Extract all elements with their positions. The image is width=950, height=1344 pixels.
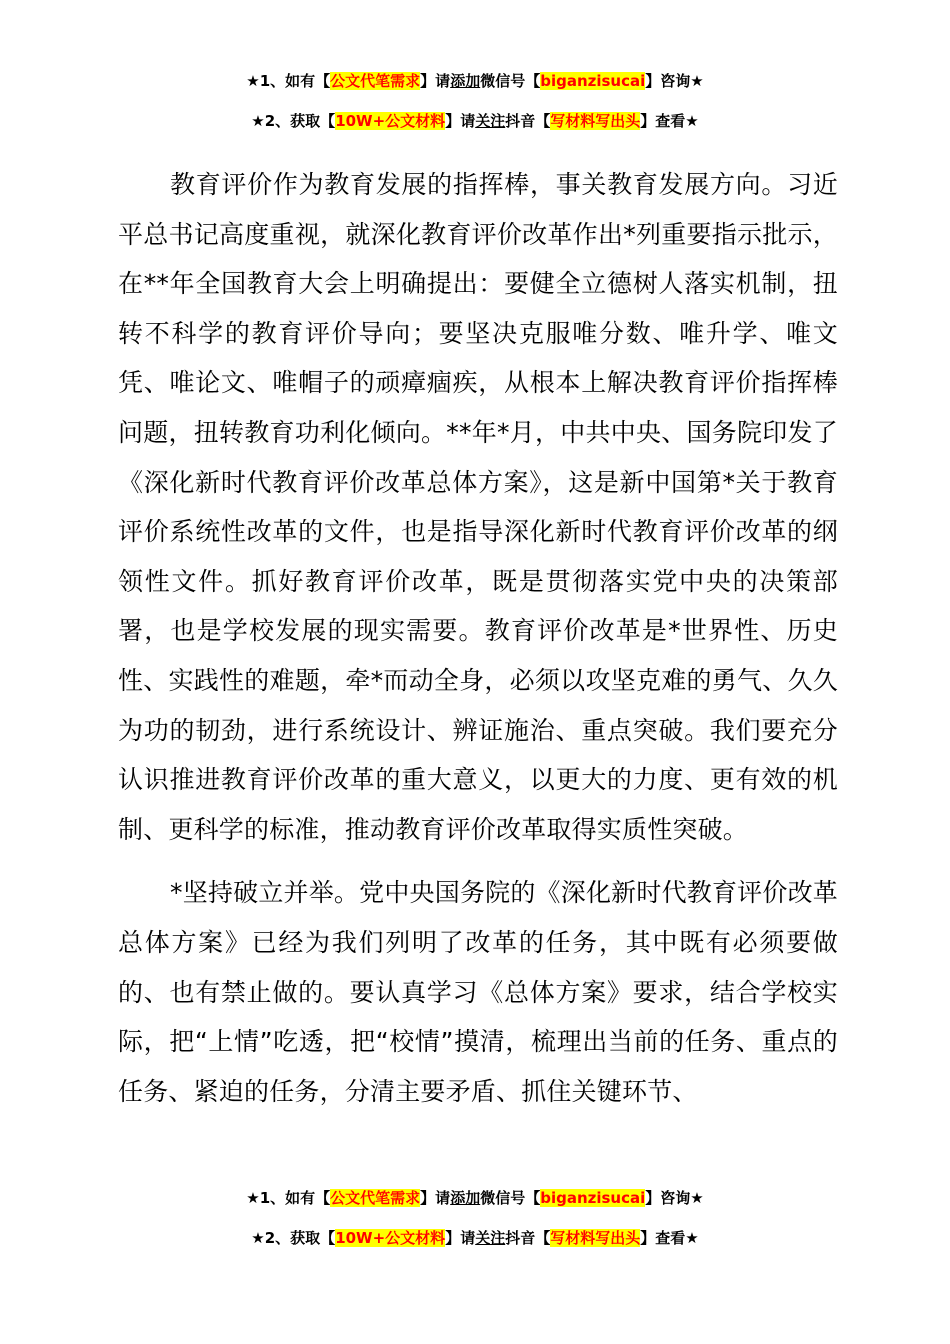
banner-text: 】请 (420, 72, 451, 90)
body-paragraph-2: *坚持破立并举。党中央国务院的《深化新时代教育评价改革总体方案》已经为我们列明了改革的任务，其中既有必须要做的、也有禁止做的。要认真学习《总体方案》要求，结合学校实际，把“上情”吃透，把“校情”摸清，梳理出当前的任务、重点的任务、紧迫的任务，分清主要矛盾、抓住关键环节、 (118, 878, 838, 1106)
banner-text: ★2、获取【 (251, 112, 336, 130)
banner-text: 抖音【 (505, 112, 551, 130)
banner-highlight: 写材料写出头 (550, 112, 641, 130)
document-body (118, 160, 838, 1116)
footer-banner-line-2 (0, 1228, 950, 1248)
banner-text: 】请 (445, 1229, 476, 1247)
banner-text: 】咨询★ (645, 1189, 704, 1207)
banner-highlight: 写材料写出头 (550, 1229, 641, 1247)
banner-text: 】咨询★ (645, 72, 704, 90)
banner-text: 】查看★ (640, 112, 699, 130)
banner-underlined: 添加 (450, 72, 481, 90)
banner-text: 抖音【 (505, 1229, 551, 1247)
header-banner-line-2 (0, 111, 950, 131)
banner-highlight: 10W+公文材料 (335, 112, 446, 130)
banner-text: 】请 (420, 1189, 451, 1207)
banner-highlight: 公文代笔需求 (330, 72, 421, 90)
banner-text: 】查看★ (640, 1229, 699, 1247)
banner-highlight: biganzisucai (540, 72, 646, 90)
banner-underlined: 关注 (475, 1229, 506, 1247)
footer-banner-line-1 (0, 1188, 950, 1208)
banner-text: ★1、如有【 (246, 1189, 331, 1207)
banner-text: ★2、获取【 (251, 1229, 336, 1247)
body-paragraph-1: 教育评价作为教育发展的指挥棒，事关教育发展方向。习近平总书记高度重视，就深化教育评价改革作出*列重要指示批示，在**年全国教育大会上明确提出：要健全立德树人落实机制，扭转不科学的教育评价导向；要坚决克服唯分数、唯升学、唯文凭、唯论文、唯帽子的顽瘴痼疾，从根本上解决教育评价指挥棒问题，扭转教育功利化倾向。**年*月，中共中央、国务院印发了《深化新时代教育评价改革总体方案》，这是新中国第*关于教育评价系统性改革的文件，也是指导深化新时代教育评价改革的纲领性文件。抓好教育评价改革，既是贯彻落实党中央的决策部署，也是学校发展的现实需要。教育评价改革是*世界性、历史性、实践性的难题，牵*而动全身，必须以攻坚克难的勇气、久久为功的韧劲，进行系统设计、辨证施治、重点突破。我们要充分认识推进教育评价改革的重大意义，以更大的力度、更有效的机制、更科学的标准，推动教育评价改革取得实质性突破。 (118, 170, 838, 844)
banner-text: ★1、如有【 (246, 72, 331, 90)
header-banner-line-1 (0, 71, 950, 91)
banner-highlight: 公文代笔需求 (330, 1189, 421, 1207)
banner-highlight: biganzisucai (540, 1189, 646, 1207)
banner-highlight: 10W+公文材料 (335, 1229, 446, 1247)
banner-text: 微信号【 (480, 72, 541, 90)
banner-underlined: 关注 (475, 112, 506, 130)
banner-underlined: 添加 (450, 1189, 481, 1207)
banner-text: 微信号【 (480, 1189, 541, 1207)
banner-text: 】请 (445, 112, 476, 130)
